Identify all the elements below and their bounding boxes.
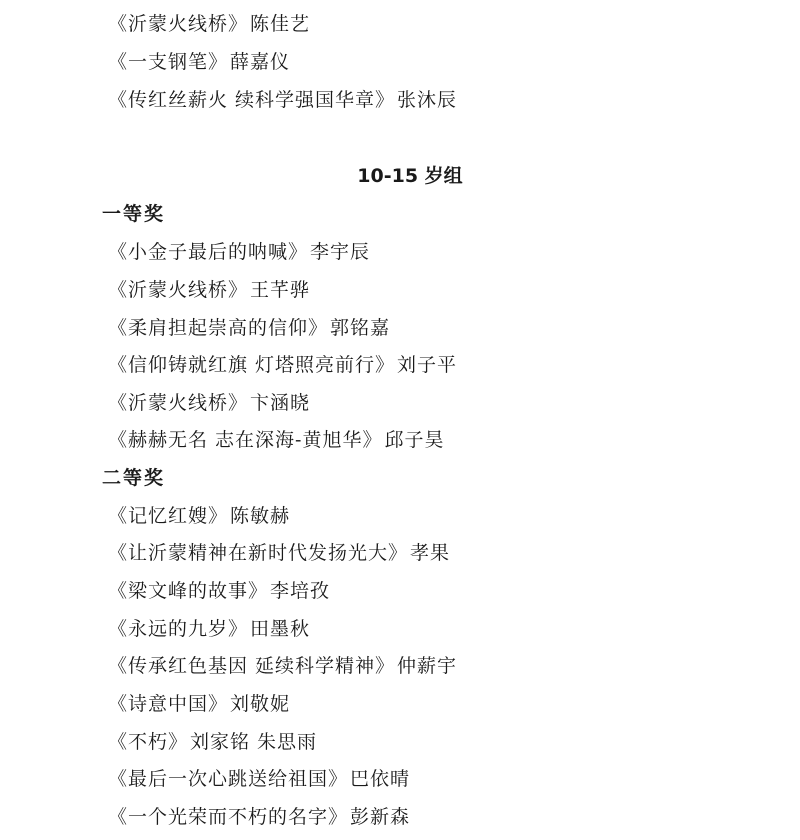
list-item <box>108 278 310 302</box>
author-name: 刘敬妮 <box>230 693 291 715</box>
work-title: 《沂蒙火线桥》 <box>108 392 249 414</box>
list-item <box>108 617 310 641</box>
list-item <box>108 692 290 716</box>
list-item <box>108 767 410 791</box>
first-prize-heading: 一等奖 <box>102 203 166 225</box>
second-prize-heading: 二等奖 <box>102 467 166 489</box>
list-item <box>108 353 457 377</box>
author-name: 田墨秋 <box>250 618 311 640</box>
list-item <box>108 50 290 74</box>
work-title: 《让沂蒙精神在新时代发扬光大》 <box>108 542 409 564</box>
author-name: 孝果 <box>410 542 451 564</box>
work-title: 《信仰铸就红旗 灯塔照亮前行》 <box>108 354 396 376</box>
author-name: 李培孜 <box>270 580 331 602</box>
author-name: 彭新森 <box>350 806 411 828</box>
list-item <box>108 541 450 565</box>
work-title: 《沂蒙火线桥》 <box>108 13 249 35</box>
work-title: 《一支钢笔》 <box>108 51 229 73</box>
author-name: 薛嘉仪 <box>230 51 291 73</box>
author-name: 刘家铭 朱思雨 <box>190 731 318 753</box>
work-title: 《传红丝薪火 续科学强国华章》 <box>108 89 396 111</box>
work-title: 《记忆红嫂》 <box>108 505 229 527</box>
author-name: 卞涵晓 <box>250 392 311 414</box>
list-item <box>108 428 444 452</box>
work-title: 《最后一次心跳送给祖国》 <box>108 768 349 790</box>
work-title: 《一个光荣而不朽的名字》 <box>108 806 349 828</box>
list-item <box>108 805 410 829</box>
author-name: 邱子昊 <box>384 429 445 451</box>
list-item <box>108 12 310 36</box>
list-item <box>108 579 330 603</box>
author-name: 张沐辰 <box>397 89 458 111</box>
work-title: 《赫赫无名 志在深海-黄旭华》 <box>108 429 383 451</box>
list-item <box>108 654 457 678</box>
author-name: 李宇辰 <box>310 241 371 263</box>
work-title: 《诗意中国》 <box>108 693 229 715</box>
author-name: 刘子平 <box>397 354 458 376</box>
work-title: 《不朽》 <box>108 731 189 753</box>
author-name: 陈敏赫 <box>230 505 291 527</box>
work-title: 《梁文峰的故事》 <box>108 580 269 602</box>
work-title: 《柔肩担起崇高的信仰》 <box>108 317 329 339</box>
work-title: 《永远的九岁》 <box>108 618 249 640</box>
list-item <box>108 88 457 112</box>
work-title: 《小金子最后的呐喊》 <box>108 241 309 263</box>
author-name: 巴依晴 <box>350 768 411 790</box>
group-heading: 10-15 岁组 <box>357 165 463 187</box>
author-name: 王芊骅 <box>250 279 311 301</box>
work-title: 《传承红色基因 延续科学精神》 <box>108 655 396 677</box>
list-item <box>108 391 310 415</box>
list-item <box>108 504 290 528</box>
author-name: 陈佳艺 <box>250 13 311 35</box>
list-item <box>108 730 317 754</box>
list-item <box>108 240 370 264</box>
work-title: 《沂蒙火线桥》 <box>108 279 249 301</box>
author-name: 郭铭嘉 <box>330 317 391 339</box>
list-item <box>108 316 390 340</box>
author-name: 仲薪宇 <box>397 655 458 677</box>
